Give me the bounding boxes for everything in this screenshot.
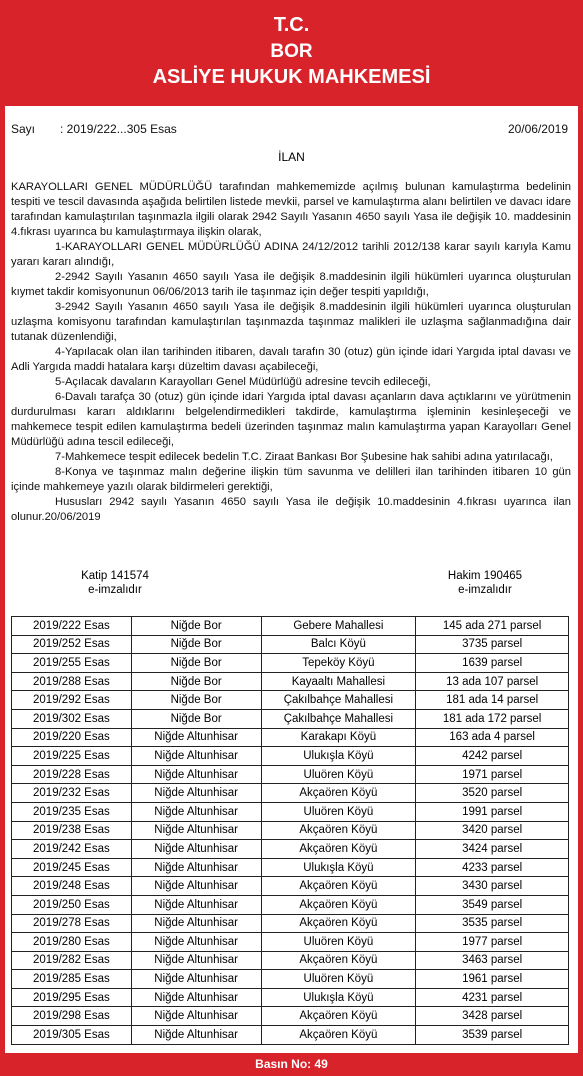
table-row <box>12 933 569 952</box>
location-cell: Gebere Mahallesi <box>261 617 416 636</box>
location-cell: Uluören Köyü <box>261 802 416 821</box>
location-cell: Akçaören Köyü <box>261 895 416 914</box>
case-number-cell: 2019/220 Esas <box>12 728 132 747</box>
paragraph-8: 8-Konya ve taşınmaz malın değerine ilişkin tüm savunma ve delilleri ilan tarihinden itibaren 10 gün içinde mahkemeye yazılı olarak bildirmeleri gerektiği, <box>11 466 571 493</box>
district-cell: Niğde Altunhisar <box>131 1007 261 1026</box>
case-number-cell: 2019/282 Esas <box>12 951 132 970</box>
sayi-value: : 2019/222...305 Esas <box>60 122 177 136</box>
district-cell: Niğde Altunhisar <box>131 840 261 859</box>
parcel-cell: 4231 parsel <box>416 988 569 1007</box>
location-cell: Ulukışla Köyü <box>261 747 416 766</box>
table-row <box>12 784 569 803</box>
location-cell: Kayaaltı Mahallesi <box>261 672 416 691</box>
parcel-cell: 1991 parsel <box>416 802 569 821</box>
case-number-cell: 2019/280 Esas <box>12 933 132 952</box>
district-cell: Niğde Altunhisar <box>131 914 261 933</box>
table-row <box>12 691 569 710</box>
parcel-cell: 3535 parsel <box>416 914 569 933</box>
paragraph-7: 7-Mahkemece tespit edilecek bedelin T.C. Ziraat Bankası Bor Şubesine hak sahibi adına yatırılacağı, <box>55 451 553 463</box>
location-cell: Tepeköy Köyü <box>261 654 416 673</box>
district-cell: Niğde Bor <box>131 635 261 654</box>
district-cell: Niğde Altunhisar <box>131 802 261 821</box>
table-row <box>12 672 569 691</box>
parcel-cell: 181 ada 14 parsel <box>416 691 569 710</box>
case-number-cell: 2019/222 Esas <box>12 617 132 636</box>
location-cell: Uluören Köyü <box>261 765 416 784</box>
table-row <box>12 1007 569 1026</box>
case-number-cell: 2019/225 Esas <box>12 747 132 766</box>
cases-table <box>11 616 569 1045</box>
sayi-label: Sayı <box>11 122 36 136</box>
paragraph-1: 1-KARAYOLLARI GENEL MÜDÜRLÜĞÜ ADINA 24/12/2012 tarihli 2012/138 karar sayılı karıyla Kamu yararı kararı alındığı, <box>11 241 571 268</box>
case-number-cell: 2019/238 Esas <box>12 821 132 840</box>
district-cell: Niğde Altunhisar <box>131 858 261 877</box>
case-number-cell: 2019/235 Esas <box>12 802 132 821</box>
location-cell: Akçaören Köyü <box>261 1007 416 1026</box>
header-tc: T.C. <box>273 14 310 36</box>
paragraph-intro: KARAYOLLARI GENEL MÜDÜRLÜĞÜ tarafından mahkememizde açılmış bulunan kamulaştırma bedelinin tespiti ve tescil davasında aşağıda belirtilen listede mevkii, parsel ve kamulaştırma alanı belirtilen ve davacı idare tarafından kamulaştırılan taşınmazla ilgili olarak 2942 Sayılı Yasanın 4650 sayılı Yasa ile değişik 10. maddesinin 4.fıkrası uyarınca bu kamulaştırmaya ilişkin olarak, <box>11 181 571 238</box>
location-cell: Çakılbahçe Mahallesi <box>261 691 416 710</box>
parcel-cell: 163 ada 4 parsel <box>416 728 569 747</box>
parcel-cell: 3549 parsel <box>416 895 569 914</box>
parcel-cell: 4242 parsel <box>416 747 569 766</box>
table-row <box>12 914 569 933</box>
judge-title: Hakim 190465 <box>447 570 523 582</box>
paragraph-5: 5-Açılacak davaların Karayolları Genel Müdürlüğü adresine tevcih edileceği, <box>55 376 431 388</box>
district-cell: Niğde Altunhisar <box>131 1026 261 1045</box>
parcel-cell: 1639 parsel <box>416 654 569 673</box>
case-number-cell: 2019/252 Esas <box>12 635 132 654</box>
paragraph-4: 4-Yapılacak olan ilan tarihinden itibaren, davalı tarafın 30 (otuz) gün içinde idari Yargıda iptal davası ve Adli Yargıda maddi hatalara karşı düzeltim davası açabileceği, <box>11 346 571 373</box>
location-cell: Akçaören Köyü <box>261 1026 416 1045</box>
district-cell: Niğde Altunhisar <box>131 821 261 840</box>
parcel-cell: 3520 parsel <box>416 784 569 803</box>
case-number-cell: 2019/298 Esas <box>12 1007 132 1026</box>
paragraph-3: 3-2942 Sayılı Yasanın 4650 sayılı Yasa ile değişik 8.maddesinin ilgili hükümleri uyarınca oluşturulan uzlaşma komisyonu tarafından kamulaştırılan taşınmazda taşınmaz malikleri ile uzlaşma sağlanmadığına dair tutanak düzenlendiği, <box>11 301 571 343</box>
table-row <box>12 747 569 766</box>
location-cell: Akçaören Köyü <box>261 840 416 859</box>
case-number-cell: 2019/228 Esas <box>12 765 132 784</box>
location-cell: Akçaören Köyü <box>261 784 416 803</box>
case-number-cell: 2019/242 Esas <box>12 840 132 859</box>
parcel-cell: 3424 parsel <box>416 840 569 859</box>
table-row <box>12 821 569 840</box>
district-cell: Niğde Altunhisar <box>131 988 261 1007</box>
paragraph-2: 2-2942 Sayılı Yasanın 4650 sayılı Yasa ile değişik 8.maddesinin ilgili hükümleri uyarınca oluşturulan kıymet takdir komisyonunun 06/06/2013 tarih ile taşınmaz için değer tespiti yapıldığı, <box>11 271 571 298</box>
signature-judge <box>415 569 555 597</box>
district-cell: Niğde Altunhisar <box>131 970 261 989</box>
parcel-cell: 3735 parsel <box>416 635 569 654</box>
case-number-cell: 2019/248 Esas <box>12 877 132 896</box>
parcel-cell: 3420 parsel <box>416 821 569 840</box>
district-cell: Niğde Altunhisar <box>131 933 261 952</box>
press-number: Basın No: 49 <box>255 1057 328 1071</box>
district-cell: Niğde Altunhisar <box>131 951 261 970</box>
location-cell: Balcı Köyü <box>261 635 416 654</box>
case-number-cell: 2019/292 Esas <box>12 691 132 710</box>
case-number-cell: 2019/305 Esas <box>12 1026 132 1045</box>
location-cell: Karakapı Köyü <box>261 728 416 747</box>
header-court: ASLİYE HUKUK MAHKEMESİ <box>152 66 431 88</box>
district-cell: Niğde Altunhisar <box>131 895 261 914</box>
location-cell: Akçaören Köyü <box>261 821 416 840</box>
table-row <box>12 635 569 654</box>
district-cell: Niğde Altunhisar <box>131 877 261 896</box>
district-cell: Niğde Altunhisar <box>131 728 261 747</box>
table-row <box>12 988 569 1007</box>
header-banner <box>0 0 583 106</box>
parcel-cell: 181 ada 172 parsel <box>416 709 569 728</box>
case-number-cell: 2019/232 Esas <box>12 784 132 803</box>
table-row <box>12 802 569 821</box>
district-cell: Niğde Altunhisar <box>131 747 261 766</box>
case-number-cell: 2019/245 Esas <box>12 858 132 877</box>
table-row <box>12 951 569 970</box>
header-city: BOR <box>270 41 313 62</box>
district-cell: Niğde Bor <box>131 691 261 710</box>
parcel-cell: 3463 parsel <box>416 951 569 970</box>
paragraph-6: 6-Davalı tarafça 30 (otuz) gün içinde idari Yargıda iptal davası açanların dava açtıklarını ve yürütmenin durdurulması kararı aldıklarını belgelendirmedikleri takdirde, kamulaştırma işleminin kesinleşeceği ve mahkemece tespit edilen kamulaştırma bedeli üzerinden taşınmaz malın kamulaştırma yapan Karayolları Genel Müdürlüğü adına tescil edileceği, <box>11 391 571 448</box>
judge-esign: e-imzalıdır <box>458 584 512 596</box>
notice-panel <box>5 106 578 1053</box>
parcel-cell: 3539 parsel <box>416 1026 569 1045</box>
table-row <box>12 895 569 914</box>
parcel-cell: 13 ada 107 parsel <box>416 672 569 691</box>
case-number-cell: 2019/302 Esas <box>12 709 132 728</box>
table-row <box>12 877 569 896</box>
case-number-cell: 2019/288 Esas <box>12 672 132 691</box>
location-cell: Uluören Köyü <box>261 933 416 952</box>
case-number-cell: 2019/255 Esas <box>12 654 132 673</box>
parcel-cell: 1961 parsel <box>416 970 569 989</box>
table-row <box>12 970 569 989</box>
case-number-cell: 2019/295 Esas <box>12 988 132 1007</box>
table-row <box>12 1026 569 1045</box>
table-row <box>12 654 569 673</box>
table-row <box>12 728 569 747</box>
parcel-cell: 1977 parsel <box>416 933 569 952</box>
district-cell: Niğde Bor <box>131 617 261 636</box>
case-number-cell: 2019/285 Esas <box>12 970 132 989</box>
location-cell: Çakılbahçe Mahallesi <box>261 709 416 728</box>
location-cell: Ulukışla Köyü <box>261 988 416 1007</box>
parcel-cell: 4233 parsel <box>416 858 569 877</box>
paragraph-closing: Hususları 2942 sayılı Yasanın 4650 sayılı Yasa ile değişik 10.maddesinin 4.fıkrası uyarınca ilan olunur.20/06/2019 <box>11 496 571 523</box>
location-cell: Akçaören Köyü <box>261 877 416 896</box>
parcel-cell: 3428 parsel <box>416 1007 569 1026</box>
case-number-cell: 2019/250 Esas <box>12 895 132 914</box>
district-cell: Niğde Altunhisar <box>131 784 261 803</box>
clerk-title: Katip 141574 <box>81 570 149 582</box>
district-cell: Niğde Bor <box>131 709 261 728</box>
location-cell: Akçaören Köyü <box>261 914 416 933</box>
location-cell: Ulukışla Köyü <box>261 858 416 877</box>
district-cell: Niğde Bor <box>131 672 261 691</box>
parcel-cell: 1971 parsel <box>416 765 569 784</box>
location-cell: Akçaören Köyü <box>261 951 416 970</box>
district-cell: Niğde Bor <box>131 654 261 673</box>
notice-title: İLAN <box>278 150 305 164</box>
table-row <box>12 858 569 877</box>
notice-date: 20/06/2019 <box>507 122 568 136</box>
district-cell: Niğde Altunhisar <box>131 765 261 784</box>
table-row <box>12 840 569 859</box>
table-row <box>12 709 569 728</box>
parcel-cell: 145 ada 271 parsel <box>416 617 569 636</box>
table-row <box>12 765 569 784</box>
signature-clerk <box>45 569 185 597</box>
case-number-cell: 2019/278 Esas <box>12 914 132 933</box>
clerk-esign: e-imzalıdır <box>88 584 142 596</box>
table-row <box>12 617 569 636</box>
location-cell: Uluören Köyü <box>261 970 416 989</box>
parcel-cell: 3430 parsel <box>416 877 569 896</box>
notice-body <box>11 180 571 525</box>
